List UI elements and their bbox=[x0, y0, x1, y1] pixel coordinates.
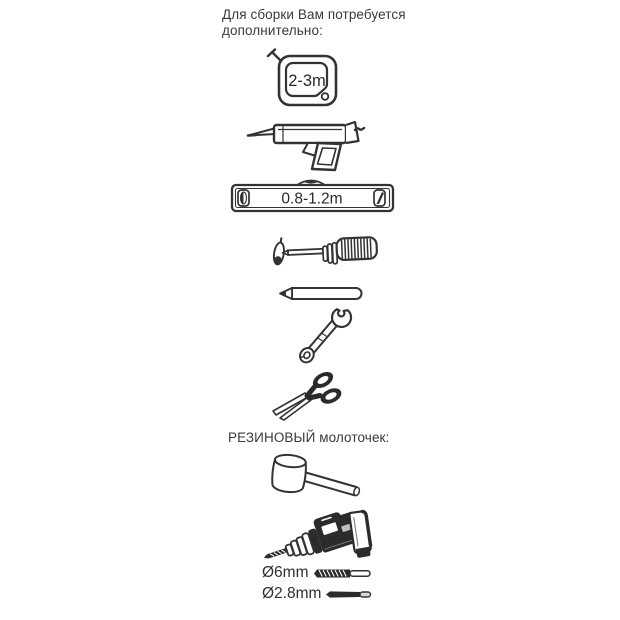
assembly-header bbox=[222, 7, 406, 39]
wrench-icon bbox=[286, 305, 364, 363]
mallet-section-title: РЕЗИНОВЫЙ молоточек: bbox=[228, 430, 390, 445]
drill-icon bbox=[259, 499, 377, 563]
pencil-icon bbox=[276, 284, 368, 300]
spirit-level-icon bbox=[228, 174, 394, 216]
drill-bit-row-2-8mm bbox=[262, 585, 372, 603]
drill-bit-2-8mm-icon bbox=[326, 590, 372, 599]
header-line-1: Для сборки Вам потребуется bbox=[222, 7, 406, 22]
tape-measure-icon bbox=[264, 47, 342, 109]
rubber-mallet-icon bbox=[266, 450, 372, 500]
drill-bit-row-6mm bbox=[262, 564, 372, 582]
drill-bit-6mm-icon bbox=[314, 568, 372, 579]
spirit-level-label: 0.8-1.2m bbox=[281, 190, 343, 208]
drill-bit-2-8mm-label: Ø2.8mm bbox=[262, 585, 322, 602]
caulking-gun-icon bbox=[242, 115, 366, 173]
scissors-icon bbox=[270, 366, 350, 420]
tape-measure-label: 2-3m bbox=[288, 72, 326, 90]
header-line-2: дополнительно: bbox=[222, 23, 323, 38]
drill-bit-6mm-label: Ø6mm bbox=[262, 564, 309, 581]
screwdriver-icon bbox=[270, 230, 378, 272]
